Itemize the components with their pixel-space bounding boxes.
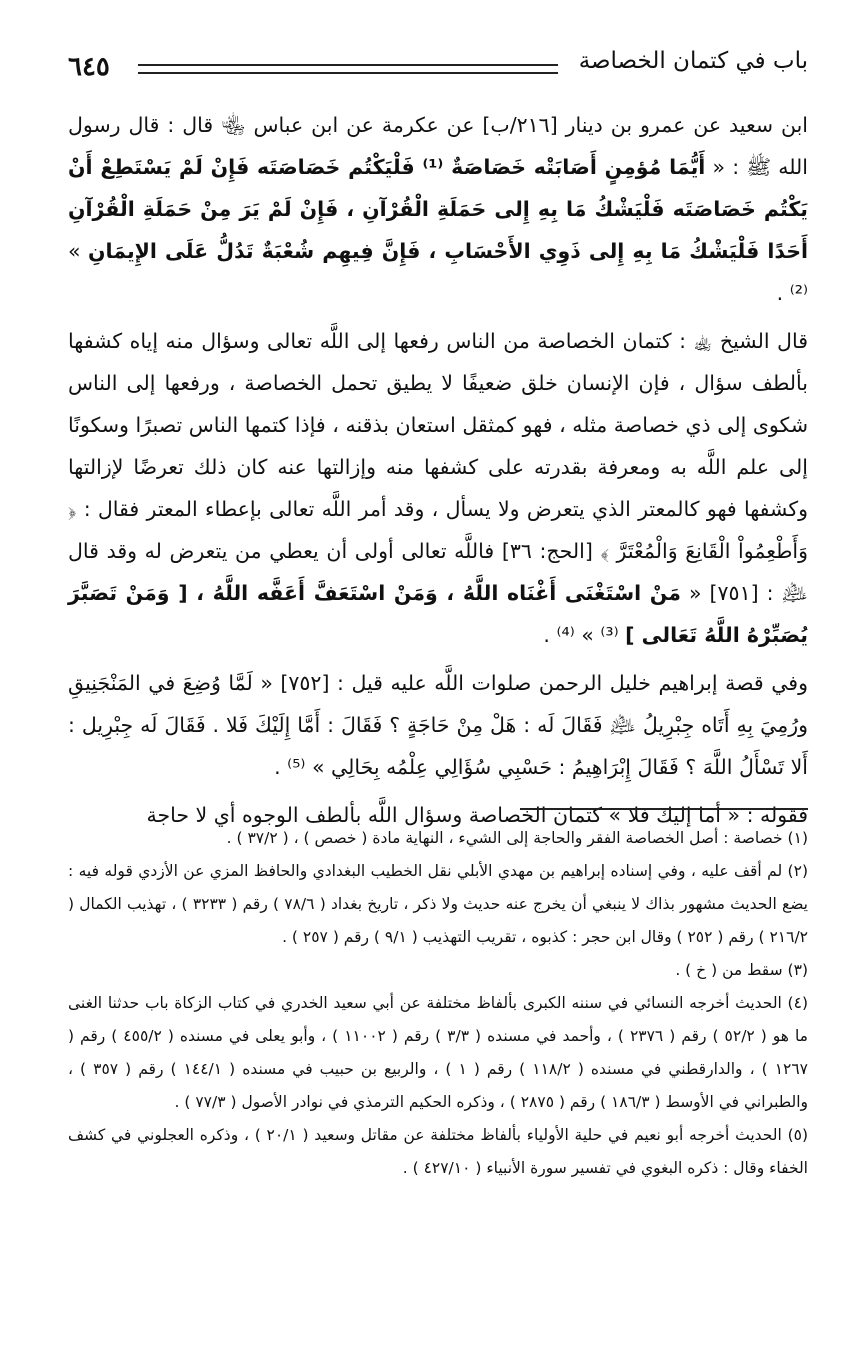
hadith-1: أَيُّمَا مُؤمِنٍ أَصَابَتْه خَصَاصَةٌ ⁽¹⁾ فَلْيَكْتُم خَصَاصَتَه فَإِنْ لَمْ يَسْتَطِعْ أَنْ يَكْتُم خَصَاصَتَه فَلْيَشْكُ مَا بِهِ إِلى حَمَلَةِ الْقُرْآنِ ، فَإِنْ لَمْ يَرَ مِنْ حَمَلَةِ الْقُرْآنِ أَحَدًا فَلْيَشْكُ مَا بِهِ إِلى ذَوِي الأَحْسَابِ ، فَإِنَّ فِيهِم شُعْبَةٌ تَدُلُّ عَلَى الإِيمَانِ bbox=[68, 155, 809, 263]
footnote-4: (٤) الحديث أخرجه النسائي في سننه الكبرى بألفاظ مختلفة عن أبي سعيد الخدري في كتاب الزكاة باب حدثنا الغنى ما هو ( ٥٢/٢ ) رقم ( ٢٣٧٦ ) ، وأحمد في مسنده ( ٣/٣ ) رقم ( ١١٠٠٢ ) ، وأبو يعلى في مسنده ( ٤٥٥/٢ ) رقم ( ١٢٦٧ ) ، والدارقطني في مسنده ( ١١٨/٢ ) رقم ( ١ ) ، والربيع بن حبيب في مسنده ( ١٤٤/١ ) رقم ( ٣٥٧ ) ، والطبراني في الأوسط ( ١٨٦/٣ ) رقم ( ٢٨٧٥ ) ، وذكره الحكيم الترمذي في نوادر الأصول ( ٧٧/٣ ) . bbox=[68, 994, 809, 1111]
paragraph-1-end: » ⁽²⁾ . bbox=[68, 239, 808, 305]
paragraph-1-intro: ابن سعيد عن عمرو بن دينار [٢١٦/ب] عن عكرمة عن ابن عباس ﵄ قال : قال رسول الله ﷺ : « bbox=[68, 113, 808, 179]
main-text bbox=[68, 104, 808, 842]
paragraph-1 bbox=[68, 104, 808, 314]
footnote-5: (٥) الحديث أخرجه أبو نعيم في حلية الأولياء بألفاظ مختلفة عن مقاتل وسعيد ( ٢٠/١ ) ، وذكره العجلوني في كشف الخفاء وقال : ذكره البغوي في تفسير سورة الأنبياء ( ٤٢٧/١٠ ) . bbox=[68, 1126, 809, 1177]
running-title: باب في كتمان الخصاصة bbox=[578, 48, 808, 74]
footnote-2: (٢) لم أقف عليه ، وفي إسناده إبراهيم بن مهدي الأبلي نقل الخطيب البغدادي والحافظ المزي عن الأزدي قوله فيه : يضع الحديث مشهور بذاك لا ينبغي أن يخرج عنه حديث ولا ذكر ، تاريخ بغداد ( ٧٨/٦ ) رقم ( ٣٢٣٣ ) ، تهذيب الكمال ( ٢١٦/٢ ) رقم ( ٢٥٢ ) وقال ابن حجر : كذبوه ، تقريب التهذيب ( ٩/١ ) رقم ( ٢٥٧ ) . bbox=[68, 862, 808, 946]
paragraph-2-text: قال الشيخ ﵀ : كتمان الخصاصة من الناس رفعها إلى اللَّه تعالى وسؤال منه إياه كشفها بألطف سؤال ، فإن الإنسان خلق ضعيفًا لا يطيق تحمل الخصاصة ، ورفعها إلى الناس شكوى إلى ذي خصاصة مثله ، فهو كمثقل استعان بذقنه ، فإذا كتمها الناس تصبرًا وسكونًا إلى علم اللَّه به ومعرفة بقدرته على كشفها منه وإزالتها عنه كان ذلك تعرضًا لإزالتها وكشفها فهو كالمعتر الذي يتعرض ولا يسأل ، وقد أمر اللَّه تعالى بإعطاء المعتر فقال : ﴿ وَأَطْعِمُواْ الْقَانِعَ وَالْمُعْتَرَّ ﴾ [الحج: ٣٦] فاللَّه تعالى أولى أن يعطي من يتعرض له وقد قال ﵇ : [٧٥١] « bbox=[68, 329, 808, 605]
footnote-1: (١) خصاصة : أصل الخصاصة الفقر والحاجة إلى الشيء ، النهاية مادة ( خصص ) ، ( ٣٧/٢ ) . bbox=[226, 829, 808, 847]
footnote-3: (٣) سقط من ( خ ) . bbox=[675, 961, 808, 979]
paragraph-2 bbox=[68, 320, 808, 656]
paragraph-4: فقوله : « أما إليك فلا » كتمان الخصاصة وسؤال اللَّه بألطف الوجوه أي لا حاجة bbox=[146, 803, 808, 827]
footnote-separator bbox=[520, 808, 808, 810]
header-double-rule bbox=[138, 64, 558, 74]
page-header bbox=[68, 48, 808, 92]
paragraph-2-end: ⁽³⁾ » ⁽⁴⁾ . bbox=[543, 623, 626, 647]
hadith-751: مَنْ اسْتَغْنَى أَغْنَاه اللَّهُ ، وَمَنْ اسْتَعَفَّ أَعَفَّه اللَّهُ ، [ وَمَنْ تَصَبَّرَ يُصَبِّرْهُ اللَّهُ تَعَالى ] bbox=[68, 581, 808, 647]
page-number: ٦٤٥ bbox=[68, 52, 110, 82]
paragraph-3: وفي قصة إبراهيم خليل الرحمن صلوات اللَّه عليه قيل : [٧٥٢] « لَمَّا وُضِعَ في المَنْجَنِيقِ ورُمِيَ بِهِ أَتَاه جِبْرِيلُ ﵇ فَقَالَ لَه : هَلْ مِنْ حَاجَةٍ ؟ فَقَالَ : أَمَّا إِلَيْكَ فَلا . فَقَالَ لَه جِبْرِيل : أَلا تَسْأَلُ اللَّهَ ؟ فَقَالَ إِبْرَاهِيمُ : حَسْبِي سُؤَالِي عِلْمُه بِحَالِي » ⁽⁵⁾ . bbox=[68, 671, 808, 779]
footnotes bbox=[68, 822, 808, 1185]
